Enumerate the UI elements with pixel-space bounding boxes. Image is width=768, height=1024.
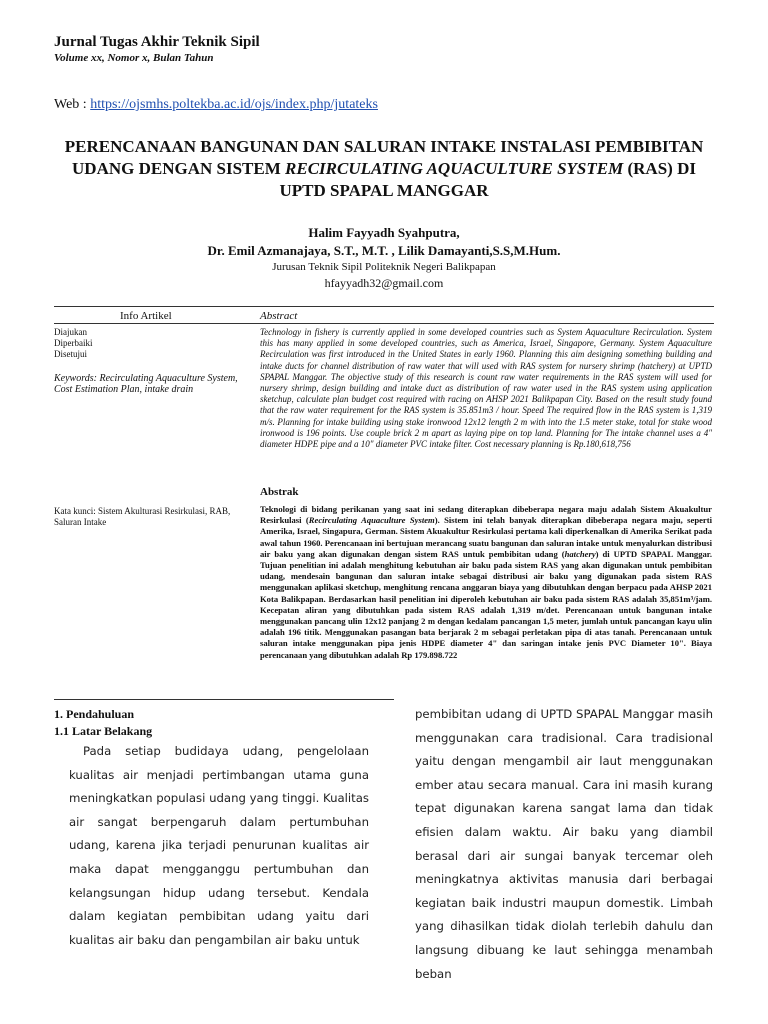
- abstrak-italic-1: Recirculating Aquaculture System: [308, 515, 435, 526]
- abstrak-text-c: ) di UPTD SPAPAL Manggar. Tujuan penelitian ini adalah menghitung kebutuhan air baku pada sistem RAS yang akan digunakan untuk pembibitan udang, mendesain bangunan dan saluran intake sebagai distribusi air baku yang digunakan pada sistem RAS menggunakan aplikasi sketchup, menghitung rencana anggaran biaya yang dibutuhkan dengan berpacu pada AHSP 2021 Kota Balikpapan. Berdasarkan hasil penelitian ini diperoleh kebutuhan air baku pada sistem RAS adalah 35,851m³/jam. Kecepatan aliran yang dibutuhkan pada sistem RAS adalah 1,319 m/det. Perencanaan untuk bangunan intake menggunakan pancang ulin 12x12 panjang 2 m dengan kedalam pancangan 1,5 meter, jumlah untuk pancangan kayu ulin adalah 196 titik. Menggunakan pasangan bata berjarak 2 m sebagai perletakan pipa di atas tanah. Perencanaan untuk saluran intake menggunakan pipa jenis HDPE diameter 4" dan saringan intake jenis PVC Diameter 10". Biaya perencanaan yang dibutuhkan adalah Rp 179.898.722: [260, 548, 712, 660]
- divider-body: [54, 699, 394, 700]
- body-column-right: [415, 703, 713, 986]
- abstrak-text-a: Teknologi di bidang perikanan yang saat ini sedang diterapkan dibeberapa negara maju adalah Sistem Akuakultur Resirkulasi (: [260, 504, 712, 526]
- abstrak-text-b: ). Sistem ini telah banyak diterapkan dibeberapa negara maju, seperti Amerika, Israel, Singapura, German. Sistem Akuakultur Resirkulasi pertama kali diperkenalkan di Amerika Serikat pada awal tahun 1960. Perencanaan ini bertujuan merancang suatu bangunan dan saluran intake untuk menyalurkan distribusi air baku yang akan digunakan dengan sistem RAS untuk pembibitan udang (: [260, 515, 712, 559]
- abstract-text: Technology in fishery is currently applied in some developed countries such as System Aquaculture Recirculation. System this has many applied in some developed countries, such as America, Israel, Singapore, Germany. System Aquaculture Recirculation was first introduced in the United States in early 1960. Planning this aim designing something building and intake ducts for channel distribution of raw water that will used with RAS system for nursery shrimp (hatchery) at UPTD SPAPAL Manggar. The objective study of this research is count raw water requirements in the RAS system will used for nursery shrimp, design building and intake duct as distribution of raw water used in the RAS system using application sketchup, calculate plan budget cost required with racing on AHSP 2021 Balikpapan City. Based on the result study found that the raw water requirement for the RAS system is 35.851m3 / hour. Speed The required flow in the RAS system is 1,319 m/s. Planning for intake building using stake ironwood 12x12 length 2 m with into the 1.5 meter stake, total for stake wood ironwood is 196 points. Use couple brick 2 m apart as laying pipe on top land. Planning for The intake channel uses a 4" diameter HDPE pipe and a 10" diameter PVC intake filter. Cost necessary planning is Rp.180,618,756: [260, 327, 712, 450]
- abstrak-italic-2: hatchery: [564, 548, 596, 559]
- section-heading: 1. Pendahuluan: [54, 707, 135, 721]
- kata-kunci: [54, 506, 254, 528]
- info-item: Diperbaiki: [54, 338, 93, 348]
- info-item: Diajukan: [54, 327, 87, 337]
- keywords-text: Recirculating Aquaculture System, Cost Estimation Plan, intake drain: [54, 373, 238, 395]
- email: hfayyadh32@gmail.com: [324, 276, 444, 290]
- subsection-heading: 1.1 Latar Belakang: [54, 724, 153, 738]
- info-heading: Info Artikel: [120, 310, 172, 322]
- body-paragraph: Pada setiap budidaya udang, pengelolaan kualitas air menjadi pertimbangan utama guna meningkatkan populasi udang yang tinggi. Kualitas air sangat berpengaruh dalam pertumbuhan udang, karena jika terjadi penurunan kualitas air maka dapat mengganggu pertumbuhan dan kelangsungan hidup udang tersebut. Kendala dalam kegiatan pembibitan udang yaitu dari kualitas air baku dan pengambilan air baku untuk: [69, 744, 369, 947]
- title-italic: RECIRCULATING AQUACULTURE SYSTEM: [285, 159, 624, 178]
- web-label: Web :: [54, 97, 91, 112]
- title-part-1: PERENCANAAN BANGUNAN DAN SALURAN INTAKE INSTALASI PEMBIBITAN UDANG DENGAN SISTEM: [64, 137, 704, 178]
- abstract-heading: Abstract: [260, 310, 298, 322]
- abstrak-text: [260, 504, 712, 661]
- abstrak-heading: Abstrak: [260, 486, 299, 498]
- body-paragraph: pembibitan udang di UPTD SPAPAL Manggar masih menggunakan cara tradisional. Cara tradisional yaitu dengan mengambil air laut menggunakan ember atau secara manual. Cara ini masih kurang tepat digunakan karena sangat lama dan tidak efisien dalam waktu. Air baku yang diambil berasal dari air sungai banyak tercemar oleh meningkatnya aktivitas manusia dari berbagai kegiatan baik industri maupun domestik. Limbah yang dihasilkan tidak diolah terlebih dahulu dan langsung dibuang ke laut sehingga menambah beban: [415, 707, 713, 981]
- info-item: Disetujui: [54, 349, 87, 359]
- divider-header: [54, 323, 714, 324]
- body-column-left: [69, 740, 369, 952]
- journal-url-link[interactable]: https://ojsmhs.poltekba.ac.id/ojs/index.php/jutateks: [90, 97, 378, 112]
- paper-title: [54, 136, 714, 202]
- author-line-1: Halim Fayyadh Syahputra,: [308, 225, 460, 240]
- kata-kunci-text: Sistem Akulturasi Resirkulasi, RAB, Saluran Intake: [54, 506, 231, 527]
- author-line-2: Dr. Emil Azmanajaya, S.T., M.T. , Lilik Damayanti,S.S,M.Hum.: [207, 243, 561, 258]
- kata-kunci-label: Kata kunci:: [54, 506, 98, 516]
- affiliation: Jurusan Teknik Sipil Politeknik Negeri Balikpapan: [272, 261, 496, 273]
- journal-volume: Volume xx, Nomor x, Bulan Tahun: [54, 52, 214, 64]
- keywords: [54, 373, 254, 395]
- keywords-label: Keywords:: [54, 373, 100, 384]
- authors: [54, 224, 714, 260]
- article-info-list: [54, 327, 93, 360]
- divider-top: [54, 306, 714, 307]
- journal-title: Jurnal Tugas Akhir Teknik Sipil: [54, 34, 260, 50]
- title-part-2: (RAS) DI UPTD SPAPAL MANGGAR: [279, 159, 696, 200]
- web-line: [54, 97, 378, 113]
